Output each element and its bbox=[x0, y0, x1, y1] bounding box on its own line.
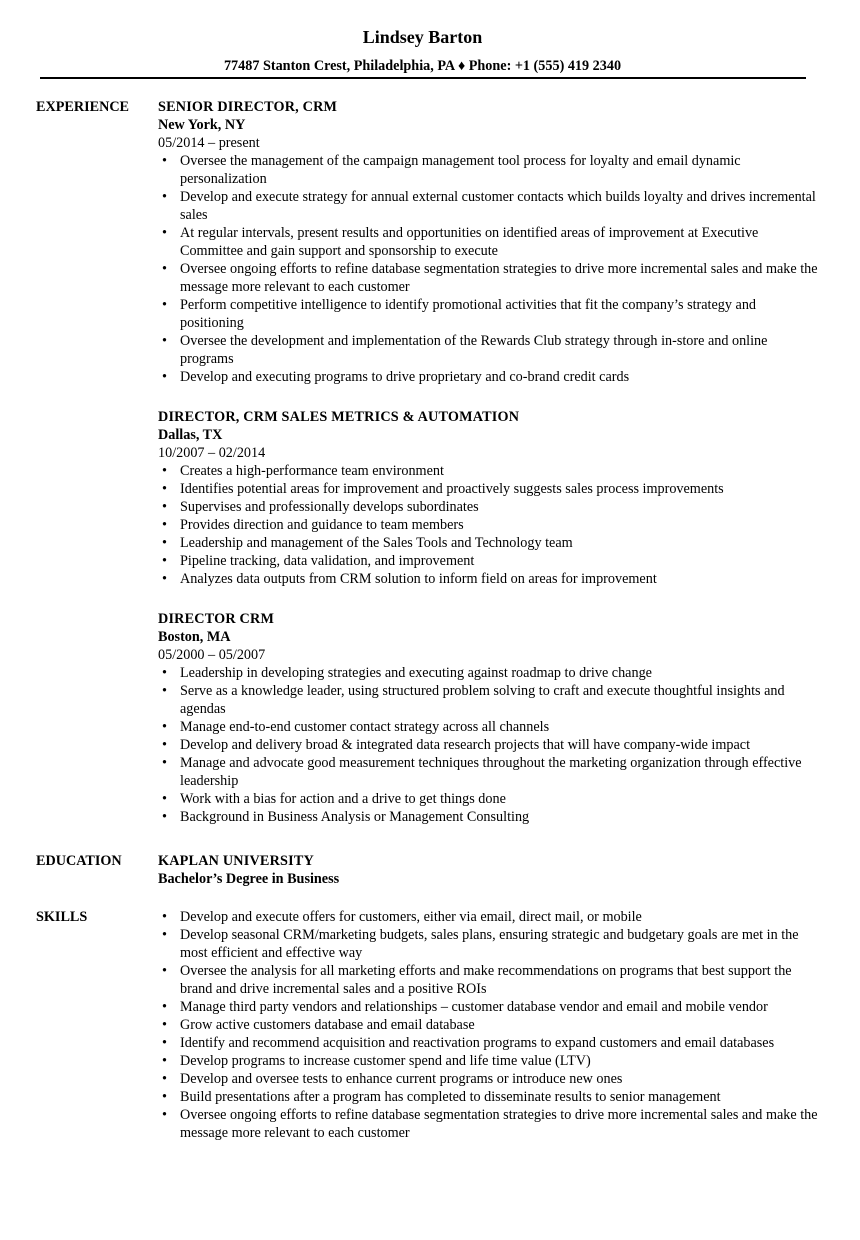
list-item: • Leadership in developing strategies and executing against roadmap to drive change bbox=[158, 664, 818, 682]
list-item: • Creates a high-performance team environment bbox=[158, 462, 818, 480]
skills-bullets bbox=[158, 908, 818, 1142]
job-dates: 05/2014 – present bbox=[158, 135, 260, 151]
job-location: Dallas, TX bbox=[158, 427, 223, 443]
list-item: • Manage end-to-end customer contact strategy across all channels bbox=[158, 718, 818, 736]
list-item: • Oversee the analysis for all marketing efforts and make recommendations on programs that best support the brand and drive incremental sales and a positive ROIs bbox=[158, 962, 818, 998]
list-item: • Perform competitive intelligence to identify promotional activities that fit the company’s strategy and positioning bbox=[158, 296, 818, 332]
list-item: • Manage third party vendors and relationships – customer database vendor and email and mobile vendor bbox=[158, 998, 818, 1016]
list-item: • Oversee the development and implementation of the Rewards Club strategy through in-store and online programs bbox=[158, 332, 818, 368]
list-item: • Identify and recommend acquisition and reactivation programs to expand customers and email databases bbox=[158, 1034, 818, 1052]
list-item: • Develop and executing programs to drive proprietary and co-brand credit cards bbox=[158, 368, 818, 386]
header-divider bbox=[40, 77, 806, 79]
job-bullets bbox=[158, 462, 818, 588]
job-dates: 05/2000 – 05/2007 bbox=[158, 647, 266, 663]
list-item: • Develop seasonal CRM/marketing budgets, sales plans, ensuring strategic and budgetary goals are met in the most efficient and effective way bbox=[158, 926, 818, 962]
job-location: New York, NY bbox=[158, 117, 246, 133]
section-label-education: EDUCATION bbox=[36, 853, 122, 869]
job-bullets bbox=[158, 664, 818, 826]
job-bullets bbox=[158, 152, 818, 386]
job-3 bbox=[158, 610, 818, 826]
list-item: • Develop programs to increase customer spend and life time value (LTV) bbox=[158, 1052, 818, 1070]
section-label-experience: EXPERIENCE bbox=[36, 99, 130, 115]
list-item: • Pipeline tracking, data validation, and improvement bbox=[158, 552, 818, 570]
job-location: Boston, MA bbox=[158, 629, 231, 645]
job-2 bbox=[158, 408, 818, 588]
list-item: • Develop and oversee tests to enhance current programs or introduce new ones bbox=[158, 1070, 818, 1088]
list-item: • Identifies potential areas for improvement and proactively suggests sales process improvements bbox=[158, 480, 818, 498]
job-title: SENIOR DIRECTOR, CRM bbox=[158, 99, 338, 115]
resume-header bbox=[0, 26, 845, 75]
list-item: • Provides direction and guidance to team members bbox=[158, 516, 818, 534]
job-title: DIRECTOR, CRM SALES METRICS & AUTOMATION bbox=[158, 409, 520, 425]
list-item: • At regular intervals, present results and opportunities on identified areas of improvement at Executive Committee and gain support and sponsorship to execute bbox=[158, 224, 818, 260]
list-item: • Develop and execute strategy for annual external customer contacts which builds loyalty and drives incremental sales bbox=[158, 188, 818, 224]
candidate-name: Lindsey Barton bbox=[362, 27, 483, 47]
list-item: • Develop and execute offers for customers, either via email, direct mail, or mobile bbox=[158, 908, 818, 926]
list-item: • Background in Business Analysis or Management Consulting bbox=[158, 808, 818, 826]
job-dates: 10/2007 – 02/2014 bbox=[158, 445, 266, 461]
education-entry bbox=[158, 852, 818, 888]
list-item: • Analyzes data outputs from CRM solution to inform field on areas for improvement bbox=[158, 570, 818, 588]
list-item: • Grow active customers database and email database bbox=[158, 1016, 818, 1034]
list-item: • Leadership and management of the Sales Tools and Technology team bbox=[158, 534, 818, 552]
school-name: KAPLAN UNIVERSITY bbox=[158, 853, 314, 869]
skills-list bbox=[158, 908, 818, 1142]
list-item: • Develop and delivery broad & integrated data research projects that will have company-wide impact bbox=[158, 736, 818, 754]
contact-line: 77487 Stanton Crest, Philadelphia, PA ♦ Phone: +1 (555) 419 2340 bbox=[223, 58, 622, 74]
list-item: • Oversee ongoing efforts to refine database segmentation strategies to drive more incremental sales and make the message more relevant to each customer bbox=[158, 1106, 818, 1142]
list-item: • Build presentations after a program has completed to disseminate results to senior management bbox=[158, 1088, 818, 1106]
list-item: • Manage and advocate good measurement techniques throughout the marketing organization through effective leadership bbox=[158, 754, 818, 790]
list-item: • Supervises and professionally develops subordinates bbox=[158, 498, 818, 516]
list-item: • Work with a bias for action and a drive to get things done bbox=[158, 790, 818, 808]
list-item: • Oversee ongoing efforts to refine database segmentation strategies to drive more incremental sales and make the message more relevant to each customer bbox=[158, 260, 818, 296]
list-item: • Oversee the management of the campaign management tool process for loyalty and email dynamic personalization bbox=[158, 152, 818, 188]
job-1 bbox=[158, 98, 818, 386]
job-title: DIRECTOR CRM bbox=[158, 611, 275, 627]
degree: Bachelor’s Degree in Business bbox=[158, 871, 340, 887]
section-label-skills: SKILLS bbox=[36, 909, 88, 925]
list-item: • Serve as a knowledge leader, using structured problem solving to craft and execute thoughtful insights and agendas bbox=[158, 682, 818, 718]
